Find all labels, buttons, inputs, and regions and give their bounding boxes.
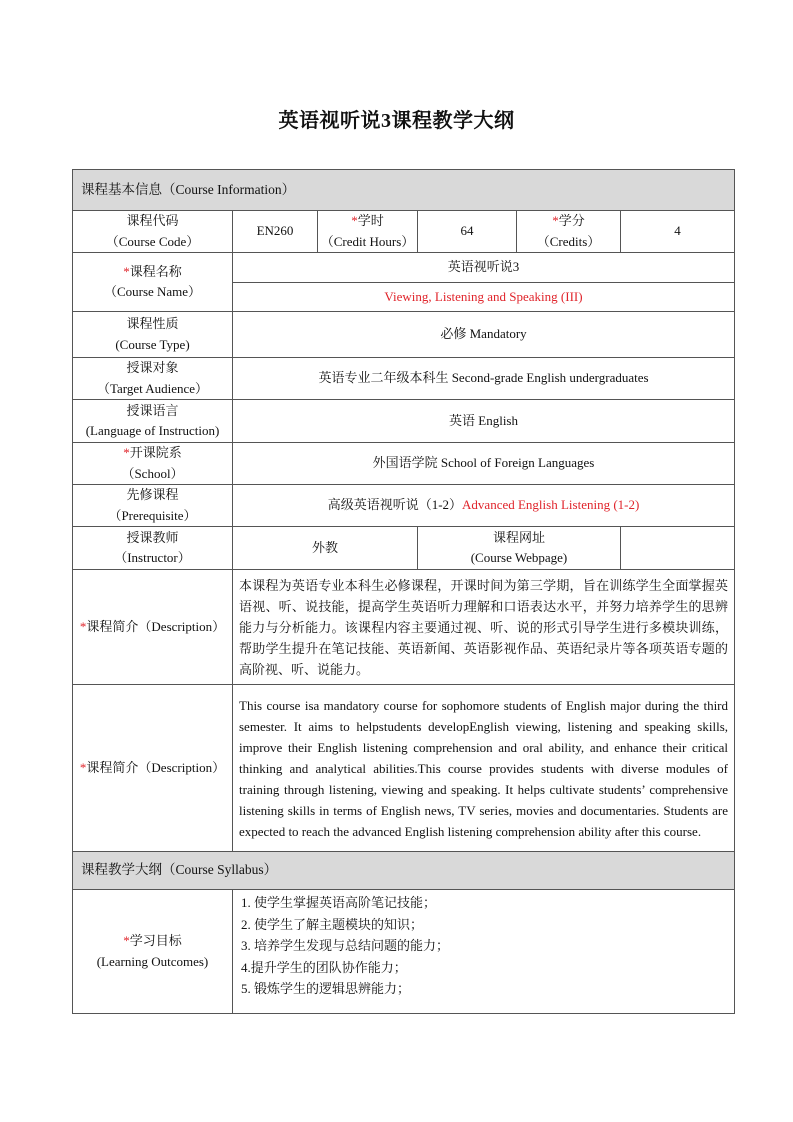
credit-hours-label <box>318 211 418 253</box>
credit-hours-label-cn: 学时 <box>357 213 384 228</box>
language-value: 英语 English <box>233 400 735 443</box>
instructor-value: 外教 <box>233 527 418 570</box>
learning-outcome-item: 2. 使学生了解主题模块的知识； <box>241 916 424 932</box>
language-label-cn: 授课语言 <box>126 402 179 418</box>
course-type-row <box>73 312 735 358</box>
course-type-label-en: (Course Type) <box>115 336 190 352</box>
required-mark: * <box>123 445 130 460</box>
target-audience-label-cn: 授课对象 <box>126 360 179 375</box>
credit-hours-label-en: （Credit Hours） <box>320 233 415 249</box>
instructor-label-cn: 授课教师 <box>126 529 179 545</box>
language-label <box>73 400 233 443</box>
course-syllabus-header-row <box>73 852 735 890</box>
credit-hours-value: 64 <box>418 211 517 253</box>
course-information-heading: 课程基本信息（Course Information） <box>73 170 735 211</box>
course-webpage-label-en: (Course Webpage) <box>470 550 568 565</box>
document-title: 英语视听说3课程教学大纲 <box>278 110 515 132</box>
school-row <box>73 443 735 485</box>
course-code-label-en: （Course Code） <box>105 233 200 249</box>
description-en-label <box>73 685 233 852</box>
prerequisite-label <box>73 485 233 527</box>
syllabus-table <box>72 169 735 1014</box>
code-hours-credits-row <box>73 211 735 253</box>
prerequisite-value-en: Advanced English Listening (1-2) <box>462 497 640 513</box>
prerequisite-label-en: （Prerequisite） <box>108 507 197 523</box>
course-syllabus-heading: 课程教学大纲（Course Syllabus） <box>73 852 735 890</box>
required-mark: * <box>351 213 358 228</box>
prerequisite-value-cn: 高级英语视听说（1-2） <box>327 497 463 513</box>
credits-value: 4 <box>621 211 735 253</box>
credits-label-cn: 学分 <box>558 213 585 228</box>
course-information-header-row <box>73 170 735 211</box>
description-cn-label <box>73 570 233 685</box>
required-mark: * <box>123 263 130 279</box>
prerequisite-label-cn: 先修课程 <box>126 487 179 502</box>
instructor-label-en: （Instructor） <box>114 550 191 565</box>
course-webpage-value <box>621 527 735 570</box>
course-type-label <box>73 312 233 358</box>
target-audience-value: 英语专业二年级本科生 Second-grade English undergraduates <box>233 358 735 400</box>
learning-outcome-item: 5. 锻炼学生的逻辑思辨能力； <box>241 981 411 996</box>
description-cn-label-text: 课程简介（Description） <box>86 618 226 634</box>
description-cn-text: 本课程为英语专业本科生必修课程，开课时间为第三学期，旨在训练学生全面掌握英语视、听、说技能，提高学生英语听力理解和口语表达水平，并努力培养学生的思辨能力与分析能力。该课程内容主要通过视、听、说的形式引导学生进行多模块训练，帮助学生提升在笔记技能、英语新闻、英语影视作品、英语纪录片等各项英语专题的高阶视、听、说能力。 <box>233 570 735 685</box>
description-cn-row <box>73 570 735 685</box>
learning-outcomes-row <box>73 890 735 1014</box>
course-name-label <box>73 253 233 312</box>
learning-outcomes-label-en: (Learning Outcomes) <box>96 953 209 969</box>
target-audience-label-en: （Target Audience） <box>96 380 209 396</box>
learning-outcome-item: 1. 使学生掌握英语高阶笔记技能； <box>241 895 437 910</box>
course-webpage-label <box>418 527 621 570</box>
prerequisite-value <box>233 485 735 527</box>
school-label <box>73 443 233 485</box>
school-label-cn: 开课院系 <box>129 445 182 460</box>
learning-outcomes-list <box>233 890 735 1014</box>
description-en-row <box>73 685 735 852</box>
credits-label-en: （Credits） <box>536 233 601 249</box>
language-label-en: (Language of Instruction) <box>85 423 220 438</box>
language-row <box>73 400 735 443</box>
required-mark: * <box>552 213 559 228</box>
prerequisite-row <box>73 485 735 527</box>
course-name-label-en: （Course Name） <box>103 284 202 299</box>
course-code-label <box>73 211 233 253</box>
course-type-label-cn: 课程性质 <box>126 316 179 331</box>
required-mark: * <box>123 933 130 948</box>
course-name-label-cn: 课程名称 <box>129 263 182 279</box>
course-name-row-cn <box>73 253 735 283</box>
learning-outcomes-label <box>73 890 233 1014</box>
learning-outcome-item: 4.提升学生的团队协作能力； <box>241 959 407 975</box>
required-mark: * <box>79 618 87 634</box>
course-name-value-cn: 英语视听说3 <box>233 253 735 283</box>
course-type-value: 必修 Mandatory <box>233 312 735 358</box>
learning-outcomes-label-cn: 学习目标 <box>129 933 182 948</box>
course-name-value-en: Viewing, Listening and Speaking (III) <box>233 283 735 312</box>
course-code-value: EN260 <box>233 211 318 253</box>
target-audience-label <box>73 358 233 400</box>
instructor-row <box>73 527 735 570</box>
school-label-en: （School） <box>121 465 184 481</box>
credits-label <box>517 211 621 253</box>
school-value: 外国语学院 School of Foreign Languages <box>233 443 735 485</box>
target-audience-row <box>73 358 735 400</box>
course-code-label-cn: 课程代码 <box>126 213 179 228</box>
instructor-label <box>73 527 233 570</box>
required-mark: * <box>79 759 87 775</box>
course-webpage-label-cn: 课程网址 <box>492 529 545 545</box>
learning-outcome-item: 3. 培养学生发现与总结问题的能力； <box>241 938 450 953</box>
description-en-label-text: 课程简介（Description） <box>86 759 226 775</box>
description-en-text: This course isa mandatory course for sophomore students of English major during the third semester. It aims to helpstudents developEnglish viewing, listening and speaking skills, improve their English listening comprehension and oral ability, and enhance their critical thinking and analytical abilities.This course provides students with diverse modules of training through listening, viewing and speaking. It helps cultivate students’ comprehensive listening skills in terms of English news, TV series, movies and documentaries. Students are expected to reach the advanced English listening comprehension ability after this course. <box>233 685 735 852</box>
